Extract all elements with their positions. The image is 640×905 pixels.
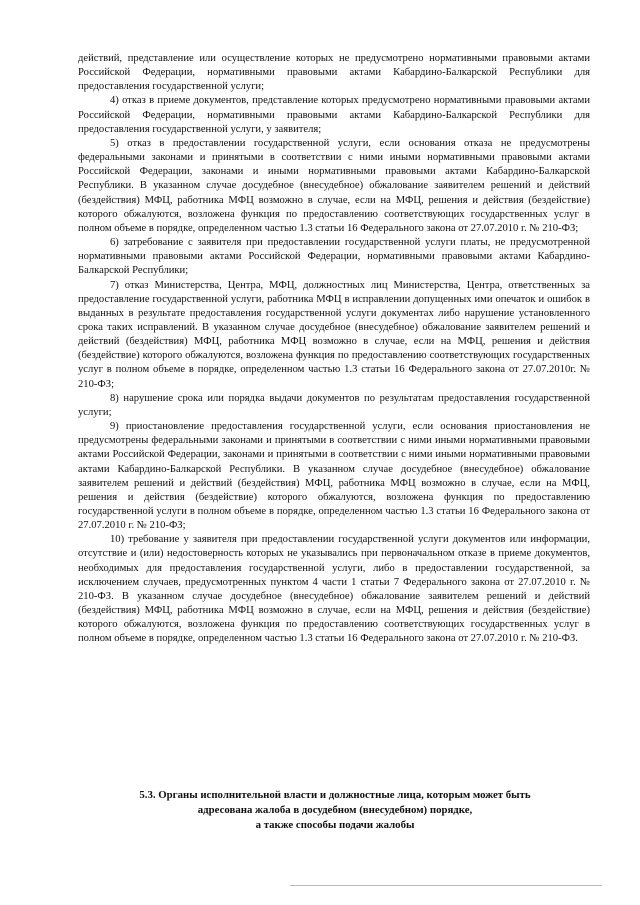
document-body (78, 52, 590, 647)
paragraph-continuation: действий, представление или осуществление которых не предусмотрено нормативными правовыми актами Российской Федерации, нормативными правовыми актами Кабардино-Балкарской Республики для предоставления государственной услуги; (78, 53, 590, 93)
paragraph-item-8: 8) нарушение срока или порядка выдачи документов по результатам предоставления государственной услуги; (78, 392, 590, 418)
section-heading-line-3: а также способы подачи жалобы (255, 819, 415, 831)
paragraph-item-9: 9) приостановление предоставления государственной услуги, если основания приостановления не предусмотрены федеральными законами и принятыми в соответствии с ними иными нормативными правовыми актами Российской Федерации, законами и принятыми в соответствии с ними иными нормативными правовыми актами Кабардино-Балкарской Республики. В указанном случае досудебное (внесудебное) обжалование заявителем решений и действий (бездействия) МФЦ, работника МФЦ возможно в случае, если на МФЦ, решения и действия (бездействие) которого обжалуются, возложена функция по предоставлению государственной услуги в полном объеме в порядке, определенном частью 1.3 статьи 16 Федерального закона от 27.07.2010 г. № 210-ФЗ; (78, 421, 590, 532)
paragraph-item-5: 5) отказ в предоставлении государственной услуги, если основания отказа не предусмотрены федеральными законами и принятыми в соответствии с ними иными нормативными правовыми актами Российской Федерации, законами и иными нормативными правовыми актами Кабардино-Балкарской Республики. В указанном случае досудебное (внесудебное) обжалование заявителем решений и действий (бездействия) МФЦ, работника МФЦ возможно в случае, если на МФЦ, решения и действия (бездействие) которого обжалуются, возложена функция по предоставлению соответствующих государственных услуг в полном объеме в порядке, определенном частью 1.3 статьи 16 Федерального закона от 27.07.2010 г. № 210-ФЗ; (78, 137, 590, 234)
section-heading (95, 788, 575, 833)
paragraph-item-7: 7) отказ Министерства, Центра, МФЦ, должностных лиц Министерства, Центра, ответственных за предоставление государственной услуги, работника МФЦ в исправлении допущенных ими опечаток и ошибок в выданных в результате предоставления государственной услуги документах либо нарушение установленного срока таких исправлений. В указанном случае досудебное (внесудебное) обжалование заявителем решений и действий (бездействия) МФЦ, работника МФЦ возможно в случае, если на МФЦ, решения и действия (бездействие) которого обжалуются, возложена функция по предоставлению соответствующих государственных услуг в полном объеме в порядке, определенном частью 1.3 статьи 16 Федерального закона от 27.07.2010г. № 210-ФЗ; (78, 279, 590, 390)
paragraph-item-10: 10) требование у заявителя при предоставлении государственной услуги документов или информации, отсутствие и (или) недостоверность которых не указывались при первоначальном отказе в приеме документов, необходимых для предоставления государственной услуги, либо в предоставлении государственной, за исключением случаев, предусмотренных пунктом 4 части 1 статьи 7 Федерального закона от 27.07.2010 г. № 210-ФЗ. В указанном случае досудебное (внесудебное) обжалование заявителем решений и действий (бездействия) МФЦ, работника МФЦ возможно в случае, если на МФЦ, решения и действия (бездействие) которого обжалуются, возложена функция по предоставлению соответствующих государственных услуг в полном объеме в порядке, определенном частью 1.3 статьи 16 Федерального закона от 27.07.2010 г. № 210-ФЗ. (78, 534, 590, 645)
section-heading-line-1: 5.3. Органы исполнительной власти и должностные лица, которым может быть (139, 789, 531, 801)
paragraph-item-4: 4) отказ в приеме документов, представление которых предусмотрено нормативными правовыми актами Российской Федерации, нормативными правовыми актами Кабардино-Балкарской Республики для предоставления государственной услуги, у заявителя; (78, 95, 590, 135)
footer-divider (290, 885, 602, 886)
paragraph-item-6: 6) затребование с заявителя при предоставлении государственной услуги платы, не предусмотренной нормативными правовыми актами Российской Федерации, нормативными правовыми актами Кабардино-Балкарской Республики; (78, 237, 590, 277)
section-heading-line-2: адресована жалоба в досудебном (внесудебном) порядке, (197, 804, 473, 816)
